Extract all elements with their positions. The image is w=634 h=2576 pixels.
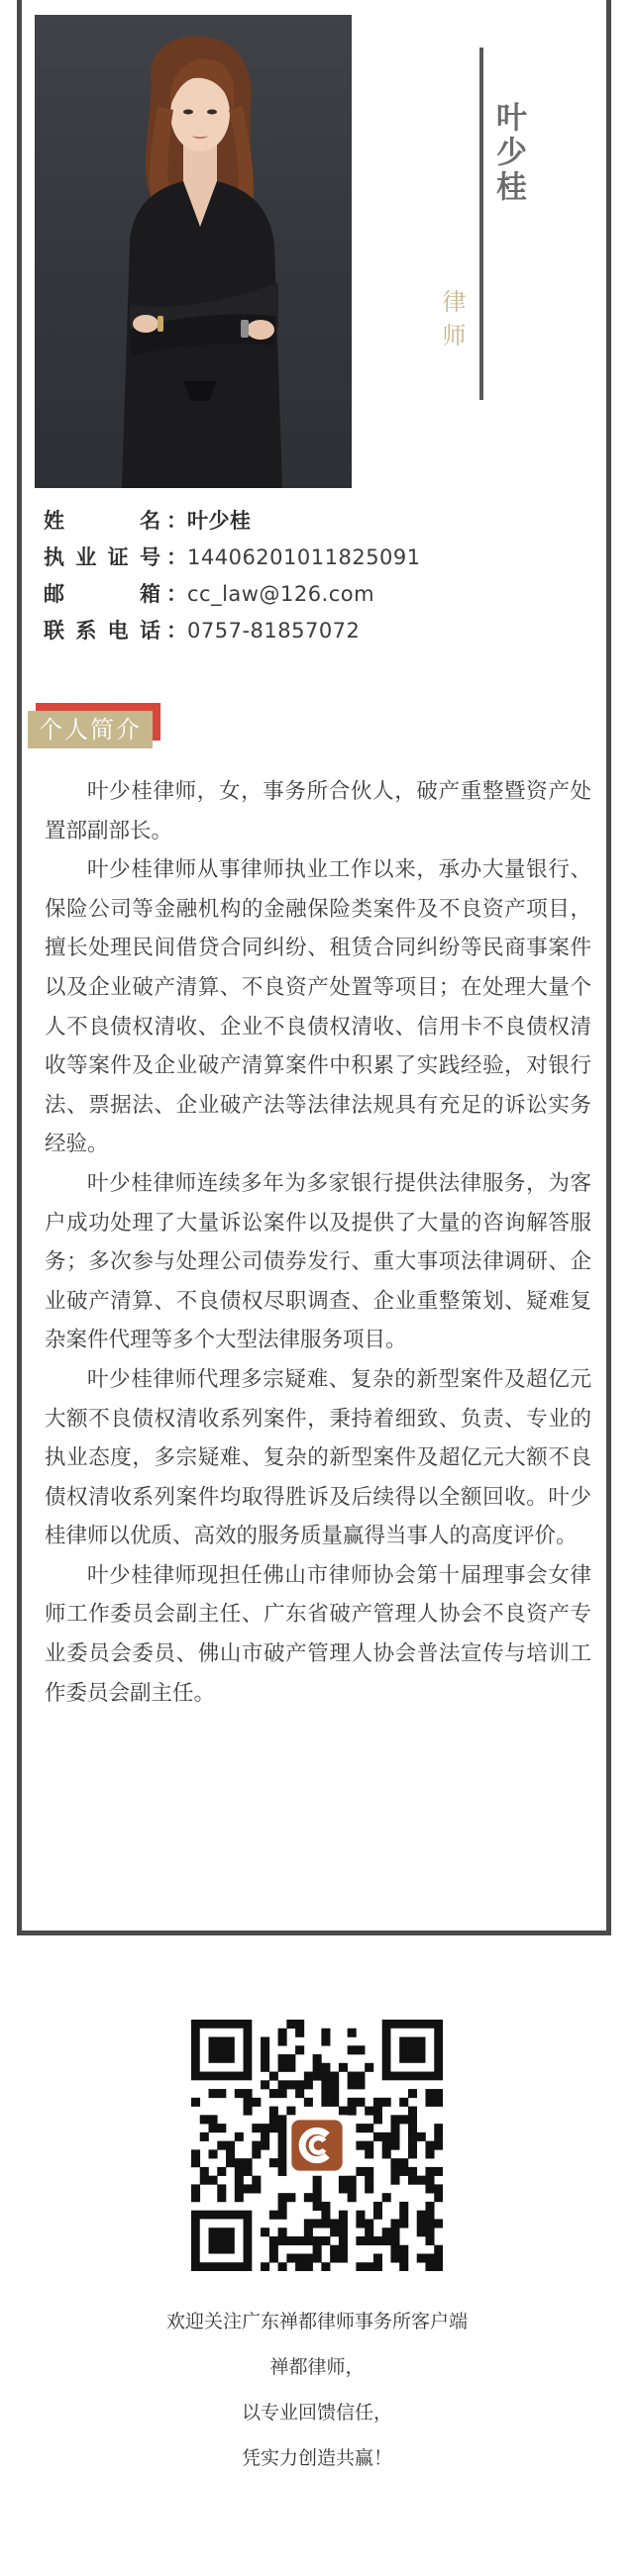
qr-module [286,2236,295,2245]
qr-module [321,2236,330,2245]
footer-slogan-2: 以专业回馈信任， [241,2402,392,2424]
qr-module [304,2098,313,2107]
qr-module [417,2253,426,2262]
email-link[interactable]: cc_law@126.com [187,582,375,606]
qr-module [217,2089,226,2098]
qr-module [313,2184,322,2193]
qr-module [434,2089,443,2098]
section-heading-label: 个人简介 [28,711,153,748]
qr-module [235,2089,244,2098]
qr-module [261,2141,269,2150]
qr-module [321,2037,330,2046]
qr-module [390,2124,399,2132]
qr-module [382,2141,391,2150]
qr-module [390,2141,399,2150]
qr-module [235,2176,244,2185]
qr-module [269,2115,278,2124]
info-label: 联系电话 [44,619,160,643]
qr-module [348,2193,357,2202]
qr-module [425,2089,434,2098]
qr-module [261,2054,269,2063]
qr-module [399,2202,408,2211]
footer-slogan-1: 禅都律师， [269,2356,365,2378]
lawyer-portrait [35,15,352,488]
qr-module [408,2167,417,2176]
qr-module [348,2098,357,2107]
qr-module [235,2158,244,2167]
qr-module [434,2184,443,2193]
qr-module [261,2045,269,2054]
qr-module [382,2132,391,2141]
qr-module [330,2253,339,2262]
qr-module [356,2219,365,2228]
qr-module [434,2124,443,2132]
qr-module [200,2176,209,2185]
qr-module [348,2107,357,2116]
info-value: 14406201011825091 [187,545,421,569]
qr-module [191,2184,200,2193]
qr-module [313,2236,322,2245]
qr-module [209,2176,218,2185]
footer-slogan-3: 凭实力创造共赢！ [241,2447,392,2469]
qr-module [434,2132,443,2141]
qr-module [278,2089,287,2098]
qr-module [399,2253,408,2262]
qr-module [365,2063,373,2072]
qr-module [417,2228,426,2236]
qr-module [425,2149,434,2158]
qr-module [278,2167,287,2176]
qr-module [191,2193,200,2202]
qr-module [252,2141,261,2150]
qr-module [304,2219,313,2228]
qr-module [408,2132,417,2141]
qr-module [356,2124,365,2132]
profile-card [17,0,611,1935]
qr-module [365,2228,373,2236]
qr-module [200,2132,209,2141]
qr-module [252,2184,261,2193]
qr-module [365,2176,373,2185]
qr-module [235,2184,244,2193]
qr-module [286,2193,295,2202]
info-label: 执业证号 [44,545,160,569]
qr-module [313,2193,322,2202]
qr-module [365,2149,373,2158]
qr-module [390,2253,399,2262]
qr-module [313,2063,322,2072]
qr-module [339,2184,348,2193]
qr-module [390,2176,399,2185]
qr-module [365,2236,373,2245]
qr-module [244,2089,253,2098]
info-row-phone: 联系电话 ：0757-81857072 [44,613,579,649]
qr-module [269,2072,278,2081]
qr-module [390,2245,399,2254]
qr-module [295,2236,304,2245]
qr-module [321,2089,330,2098]
info-value: 叶少桂 [187,509,252,533]
qr-module [295,2029,304,2037]
qr-module [390,2167,399,2176]
qr-module [304,2236,313,2245]
qr-module [365,2262,373,2271]
qr-module [304,2072,313,2081]
qr-module [261,2063,269,2072]
qr-module [348,2072,357,2081]
qr-module [382,2098,391,2107]
qr-module [382,2193,391,2202]
bio-paragraph: 叶少桂律师连续多年为多家银行提供法律服务，为客户成功处理了大量诉讼案件以及提供了大量的咨询解答服务；多次参与处理公司债券发行、重大事项法律调研、企业破产清算、不良债权尽职调查、企业重整策划、疑难复杂案件代理等多个大型法律服务项目。 [45,1170,591,1353]
qr-module [425,2098,434,2107]
qr-module [417,2211,426,2220]
qr-module [209,2124,218,2132]
info-row-name: 姓名 ：叶少桂 [44,503,579,540]
qr-code[interactable] [191,2020,443,2271]
qr-module [261,2228,269,2236]
footer-follow-text: 欢迎关注广东禅都律师事务所客户端 [165,2311,468,2332]
qr-module [235,2167,244,2176]
qr-module [304,2228,313,2236]
qr-module [278,2202,287,2211]
info-row-license: 执业证号 ：14406201011825091 [44,540,579,576]
qr-module [191,2098,200,2107]
qr-module [244,2107,253,2116]
qr-module [365,2167,373,2176]
qr-module [365,2184,373,2193]
qr-module [425,2219,434,2228]
qr-module [330,2089,339,2098]
qr-module [373,2202,382,2211]
bio-paragraph: 叶少桂律师代理多宗疑难、复杂的新型案件及超亿元大额不良债权清收系列案件，秉持着细致、负责、专业的执业态度，多宗疑难、复杂的新型案件及超亿元大额不良债权清收系列案件均取得胜诉及后续得以全额回收。叶少桂律师以优质、高效的服务质量赢得当事人的高度评价。 [45,1366,591,1549]
qr-module [408,2115,417,2124]
qr-module [278,2141,287,2150]
qr-module [390,2115,399,2124]
qr-module [365,2107,373,2116]
qr-module [321,2202,330,2211]
bio-paragraph: 叶少桂律师，女，事务所合伙人，破产重整暨资产处置部副部长。 [45,779,591,843]
firm-logo-icon [291,2120,342,2170]
qr-module [434,2262,443,2271]
qr-module [191,2149,200,2158]
qr-module [321,2219,330,2228]
qr-module [313,2176,322,2185]
qr-module [330,2080,339,2089]
qr-module [408,2107,417,2116]
qr-module [339,2107,348,2116]
qr-module [390,2236,399,2245]
qr-module [278,2228,287,2236]
qr-module [209,2149,218,2158]
qr-module [278,2158,287,2167]
qr-module [356,2098,365,2107]
qr-module [217,2167,226,2176]
vertical-title: 律师 [438,289,466,356]
qr-module [425,2141,434,2150]
qr-module [408,2141,417,2150]
qr-module [373,2262,382,2271]
qr-module [425,2262,434,2271]
qr-module [348,2176,357,2185]
qr-module [261,2037,269,2046]
qr-module [321,2211,330,2220]
qr-module [321,2098,330,2107]
qr-module [373,2115,382,2124]
qr-module [330,2219,339,2228]
qr-module [209,2115,218,2124]
qr-module [373,2107,382,2116]
qr-module [269,2245,278,2254]
qr-module [330,2245,339,2254]
qr-module [356,2211,365,2220]
qr-module [286,2107,295,2116]
qr-module [278,2193,287,2202]
qr-module [269,2253,278,2262]
biography [45,772,591,1713]
qr-module [217,2141,226,2150]
qr-module [313,2072,322,2081]
qr-module [373,2098,382,2107]
qr-module [330,2098,339,2107]
qr-module [425,2211,434,2220]
qr-module [339,2176,348,2185]
qr-module [425,2202,434,2211]
qr-module [425,2253,434,2262]
qr-module [200,2167,209,2176]
qr-module [286,2080,295,2089]
qr-module [278,2037,287,2046]
bio-paragraph: 叶少桂律师从事律师执业工作以来，承办大量银行、保险公司等金融机构的金融保险类案件及不良资产项目，擅长处理民间借贷合同纠纷、租赁合同纠纷等民商事案件以及企业破产清算、不良资产处置等项目；在处理大量个人不良债权清收、企业不良债权清收、信用卡不良债权清收等案件及企业破产清算案件中积累了实践经验，对银行法、票据法、企业破产法等法律法规具有充足的诉讼实务经验。 [45,857,591,1157]
qr-module [252,2149,261,2158]
qr-module [269,2158,278,2167]
qr-module [348,2029,357,2037]
qr-module [286,2054,295,2063]
qr-module [261,2262,269,2271]
qr-module [235,2193,244,2202]
qr-module [278,2080,287,2089]
qr-module [286,2253,295,2262]
qr-module [330,2072,339,2081]
qr-module [348,2080,357,2089]
qr-module [399,2158,408,2167]
qr-module [356,2167,365,2176]
qr-module [434,2141,443,2150]
qr-module [295,2262,304,2271]
qr-module [269,2124,278,2132]
qr-module [244,2184,253,2193]
qr-module [356,2262,365,2271]
qr-module [390,2132,399,2141]
qr-module [278,2262,287,2271]
qr-module [321,2029,330,2037]
qr-module [278,2029,287,2037]
section-heading [28,703,160,748]
qr-module [261,2080,269,2089]
info-label: 邮箱 [44,582,160,606]
qr-module [252,2124,261,2132]
qr-module [356,2045,365,2054]
qr-module [356,2141,365,2150]
qr-module [217,2124,226,2132]
qr-module [313,2202,322,2211]
qr-module [339,2245,348,2254]
qr-module [295,2045,304,2054]
qr-module [269,2107,278,2116]
qr-module [269,2089,278,2098]
qr-module [373,2253,382,2262]
qr-module [417,2219,426,2228]
qr-module [373,2236,382,2245]
qr-module [365,2141,373,2150]
qr-module [425,2184,434,2193]
qr-module [382,2228,391,2236]
phone-link[interactable]: 0757-81857072 [187,619,361,643]
qr-module [434,2219,443,2228]
qr-module [278,2054,287,2063]
qr-module [252,2176,261,2185]
qr-module [278,2115,287,2124]
qr-module [339,2219,348,2228]
qr-module [295,2080,304,2089]
qr-module [339,2228,348,2236]
qr-module [295,2020,304,2029]
qr-module [261,2124,269,2132]
qr-module [417,2176,426,2185]
qr-module [356,2080,365,2089]
qr-module [304,2262,313,2271]
qr-module [226,2158,235,2167]
vertical-name: 叶少桂 [490,101,526,205]
qr-module [321,2063,330,2072]
qr-module [417,2132,426,2141]
qr-module [226,2141,235,2150]
qr-module [217,2184,226,2193]
qr-module [269,2236,278,2245]
qr-module [269,2211,278,2220]
qr-module [191,2158,200,2167]
qr-module [434,2167,443,2176]
qr-module [278,2236,287,2245]
qr-module [399,2098,408,2107]
qr-module [321,2262,330,2271]
qr-module [434,2245,443,2254]
qr-module [434,2098,443,2107]
qr-module [217,2193,226,2202]
qr-module [365,2219,373,2228]
footer [0,2299,634,2481]
qr-module [425,2236,434,2245]
contact-info [44,503,579,649]
qr-module [425,2167,434,2176]
qr-module [348,2045,357,2054]
info-label: 姓名 [44,509,160,533]
qr-module [278,2132,287,2141]
qr-module [348,2184,357,2193]
qr-module [425,2228,434,2236]
qr-module [390,2158,399,2167]
qr-module [304,2253,313,2262]
qr-module [313,2245,322,2254]
qr-module [399,2262,408,2271]
qr-module [382,2236,391,2245]
qr-module [252,2098,261,2107]
qr-module [321,2072,330,2081]
qr-module [373,2132,382,2141]
qr-module [235,2132,244,2141]
title-divider [479,48,483,400]
qr-module [339,2063,348,2072]
qr-module [408,2176,417,2185]
qr-module [200,2115,209,2124]
qr-module [408,2124,417,2132]
qr-module [321,2080,330,2089]
qr-module [339,2253,348,2262]
qr-module [261,2132,269,2141]
qr-module [278,2211,287,2220]
qr-module [313,2054,322,2063]
qr-module [434,2253,443,2262]
qr-module [286,2063,295,2072]
qr-module [286,2020,295,2029]
qr-module [365,2124,373,2132]
qr-module [399,2167,408,2176]
qr-module [304,2193,313,2202]
qr-module [356,2072,365,2081]
bio-paragraph: 叶少桂律师现担任佛山市律师协会第十届理事会女律师工作委员会副主任、广东省破产管理人协会不良资产专业委员会委员、佛山市破产管理人协会普法宣传与培训工作委员会副主任。 [45,1562,591,1706]
qr-module [295,2253,304,2262]
qr-module [226,2149,235,2158]
qr-module [295,2089,304,2098]
qr-module [434,2193,443,2202]
qr-module [209,2089,218,2098]
qr-module [399,2211,408,2220]
qr-module [244,2158,253,2167]
qr-module [382,2149,391,2158]
qr-module [313,2219,322,2228]
qr-module [408,2149,417,2158]
qr-module [330,2228,339,2236]
qr-module [390,2219,399,2228]
qr-module [390,2228,399,2236]
qr-module [304,2080,313,2089]
qr-module [244,2098,253,2107]
qr-module [399,2245,408,2254]
qr-module [425,2176,434,2185]
qr-module [278,2063,287,2072]
qr-module [278,2149,287,2158]
qr-module [339,2211,348,2220]
qr-module [399,2115,408,2124]
qr-module [278,2124,287,2132]
qr-module [373,2211,382,2220]
qr-module [399,2219,408,2228]
qr-module [339,2236,348,2245]
qr-module [244,2167,253,2176]
info-row-email: 邮箱 ：cc_law@126.com [44,576,579,613]
qr-module [313,2253,322,2262]
qr-module [408,2089,417,2098]
qr-module [356,2236,365,2245]
